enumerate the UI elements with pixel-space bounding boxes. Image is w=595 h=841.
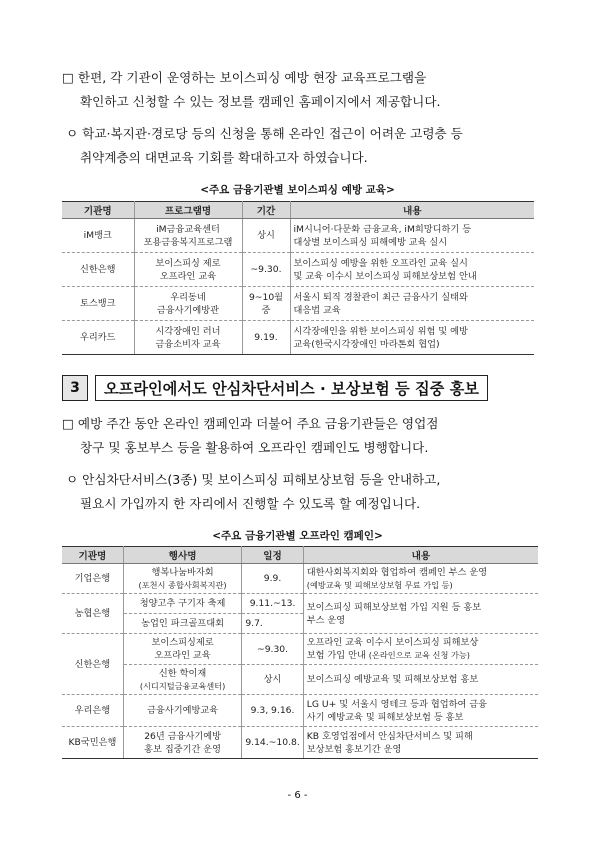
table-row [62,594,538,614]
col-header: 내용 [303,547,538,564]
table-row [62,727,538,759]
table-row [62,321,534,355]
section-number: 3 [62,375,88,401]
content-cell: 보이스피싱 피해보상보험 가입 지원 등 홍보 부스 운영 [303,594,538,634]
sub-paragraph-1 [0,122,595,170]
content-cell: 서울시 퇴직 경찰관이 최근 금융사기 실태와 대응법 교육 [290,287,534,321]
org-cell: 우리은행 [62,695,123,727]
program-cell: iM금융교육센터 포용금융복지프로그램 [134,219,242,253]
program-cell: 보이스피싱 제로 오프라인 교육 [134,253,242,287]
event-cell: 신한 학이재 (시디지털금융교육센터) [123,665,241,695]
education-table [62,201,534,355]
table-row [62,695,538,727]
event-cell: 청양고추 구기자 축제 [123,594,241,614]
intro-paragraph [0,66,595,114]
content-cell: LG U+ 및 서울시 영테크 등과 협업하여 금융 사기 예방교육 및 피해보상보험 등 홍보 [303,695,538,727]
event-cell: 행복나눔바자회 (포천시 종합사회복지관) [123,564,241,594]
content-cell: 보이스피싱 예방교육 및 피해보상보험 홍보 [303,665,538,695]
date-cell: 9.14.~10.8. [242,727,303,759]
org-cell: iM뱅크 [62,219,134,253]
section-title: 오프라인에서도 안심차단서비스 · 보상보험 등 집중 홍보 [95,375,488,401]
col-header: 프로그램명 [134,202,242,219]
content-cell: iM시니어·다문화 금융교육, iM희망디하기 등 대상별 보이스피싱 피해예방 교육 실시 [290,219,534,253]
col-header: 행사명 [123,547,241,564]
table-row [62,564,538,594]
period-cell: 상시 [242,219,290,253]
table-row [62,665,538,695]
org-cell: 우리카드 [62,321,134,355]
table-row [62,219,534,253]
table-header-row [62,547,538,564]
event-cell: 금융사기예방교육 [123,695,241,727]
table1-caption: <주요 금융기관별 보이스피싱 예방 교육> [200,184,395,196]
content-cell: 오프라인 교육 이수시 보이스피싱 피해보상 보험 가입 안내 (온라인으로 교육 신청 가능) [303,634,538,665]
content-cell: 대한사회복지회와 협업하여 캠페인 부스 운영 (예방교육 및 피해보상보험 무료 가입 등) [303,564,538,594]
page-number: - 6 - [287,790,308,801]
content-cell: 보이스피싱 예방을 위한 오프라인 교육 실시 및 교육 이수시 보이스피싱 피해보상보험 안내 [290,253,534,287]
period-cell: ~9.30. [242,253,290,287]
date-cell: 9.11.~13. [242,594,303,614]
col-header: 내용 [290,202,534,219]
sub2-line-1: ㅇ 안심차단서비스(3종) 및 보이스피싱 피해보상보험 등을 안내하고, [66,472,441,487]
date-cell: 9.9. [242,564,303,594]
table-header-row [62,202,534,219]
org-cell: 신한은행 [62,634,123,695]
period-cell: 9~10월중 [242,287,290,321]
table-row [62,287,534,321]
org-cell: KB국민은행 [62,727,123,759]
program-cell: 시각장애인 러너 금융소비자 교육 [134,321,242,355]
content-cell: KB 호영업점에서 안심차단서비스 및 피해 보상보험 홍보기간 운영 [303,727,538,759]
campaign-line-2: 창구 및 홍보부스 등을 활용하여 오프라인 캠페인도 병행합니다. [80,440,429,455]
offline-campaign-table [62,546,538,759]
program-cell: 우리동네 금융사기예방관 [134,287,242,321]
date-cell: 9.3, 9.16. [242,695,303,727]
event-cell: 26년 금융사기예방 홍보 집중기간 운영 [123,727,241,759]
org-cell: 신한은행 [62,253,134,287]
section-heading [62,375,488,401]
date-cell: 9.7. [242,614,303,634]
org-cell: 농협은행 [62,594,123,634]
date-cell: ~9.30. [242,634,303,665]
table-row [62,634,538,665]
table-row [62,253,534,287]
content-cell: 시각장애인을 위한 보이스피싱 위험 및 예방 교육(한국시각장애인 마라톤회 협업) [290,321,534,355]
col-header: 기관명 [62,547,123,564]
table2-caption: <주요 금융기관별 오프라인 캠페인> [212,530,383,542]
sub1-line-1: ㅇ 학교·복지관·경로당 등의 신청을 통해 온라인 접근이 어려운 고령층 등 [66,126,463,141]
campaign-line-1: □ 예방 주간 동안 온라인 캠페인과 더불어 주요 금융기관들은 영업점 [62,416,439,431]
event-cell: 보이스피싱제로 오프라인 교육 [123,634,241,665]
period-cell: 9.19. [242,321,290,355]
intro-line-1: □ 한편, 각 기관이 운영하는 보이스피싱 예방 현장 교육프로그램을 [62,70,427,85]
col-header: 일정 [242,547,303,564]
sub1-line-2: 취약계층의 대면교육 기회를 확대하고자 하였습니다. [80,150,368,165]
org-cell: 토스뱅크 [62,287,134,321]
campaign-paragraph [0,412,595,460]
col-header: 기간 [242,202,290,219]
sub-paragraph-2 [0,468,595,516]
date-cell: 상시 [242,665,303,695]
intro-line-2: 확인하고 신청할 수 있는 정보를 캠페인 홈페이지에서 제공합니다. [80,94,441,109]
org-cell: 기업은행 [62,564,123,594]
col-header: 기관명 [62,202,134,219]
sub2-line-2: 필요시 가입까지 한 자리에서 진행할 수 있도록 할 예정입니다. [80,496,421,511]
event-cell: 농업인 파크골프대회 [123,614,241,634]
